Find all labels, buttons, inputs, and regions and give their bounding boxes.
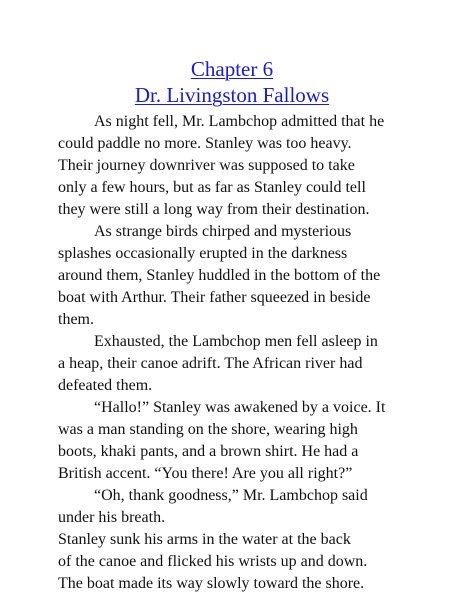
text-line: only a few hours, but as far as Stanley could tell	[58, 179, 366, 196]
text-line: “Oh, thank goodness,” Mr. Lambchop said	[94, 487, 368, 504]
text-line: of the canoe and flicked his wrists up and down.	[58, 553, 368, 570]
text-line: around them, Stanley huddled in the bottom of the	[58, 267, 381, 284]
text-line: was a man standing on the shore, wearing high	[58, 421, 358, 438]
text-line: As strange birds chirped and mysterious	[94, 223, 352, 240]
text-line: under his breath.	[58, 509, 166, 526]
text-line: boat with Arthur. Their father squeezed in beside	[58, 289, 371, 306]
text-line: British accent. “You there! Are you all right?”	[58, 465, 353, 482]
text-line: a heap, their canoe adrift. The African river had	[58, 355, 363, 372]
text-line: they were still a long way from their destination.	[58, 201, 370, 218]
text-line: Stanley sunk his arms in the water at the back	[58, 531, 351, 548]
text-line: boots, khaki pants, and a brown shirt. He had a	[58, 443, 359, 460]
text-line: As night fell, Mr. Lambchop admitted that he	[94, 113, 385, 130]
text-line: could paddle no more. Stanley was too heavy.	[58, 135, 352, 152]
text-line: The boat made its way slowly toward the shore.	[58, 575, 365, 592]
text-line: Their journey downriver was supposed to take	[58, 157, 355, 174]
text-line: Exhausted, the Lambchop men fell asleep in	[94, 333, 378, 350]
text-line: “Hallo!” Stanley was awakened by a voice. It	[94, 399, 386, 416]
text-line: splashes occasionally erupted in the darkness	[58, 245, 348, 262]
chapter-title[interactable]: Dr. Livingston Fallows	[134, 83, 330, 107]
text-line: them.	[58, 311, 94, 328]
text-line: defeated them.	[58, 377, 153, 394]
chapter-heading[interactable]: Chapter 6	[190, 57, 274, 81]
